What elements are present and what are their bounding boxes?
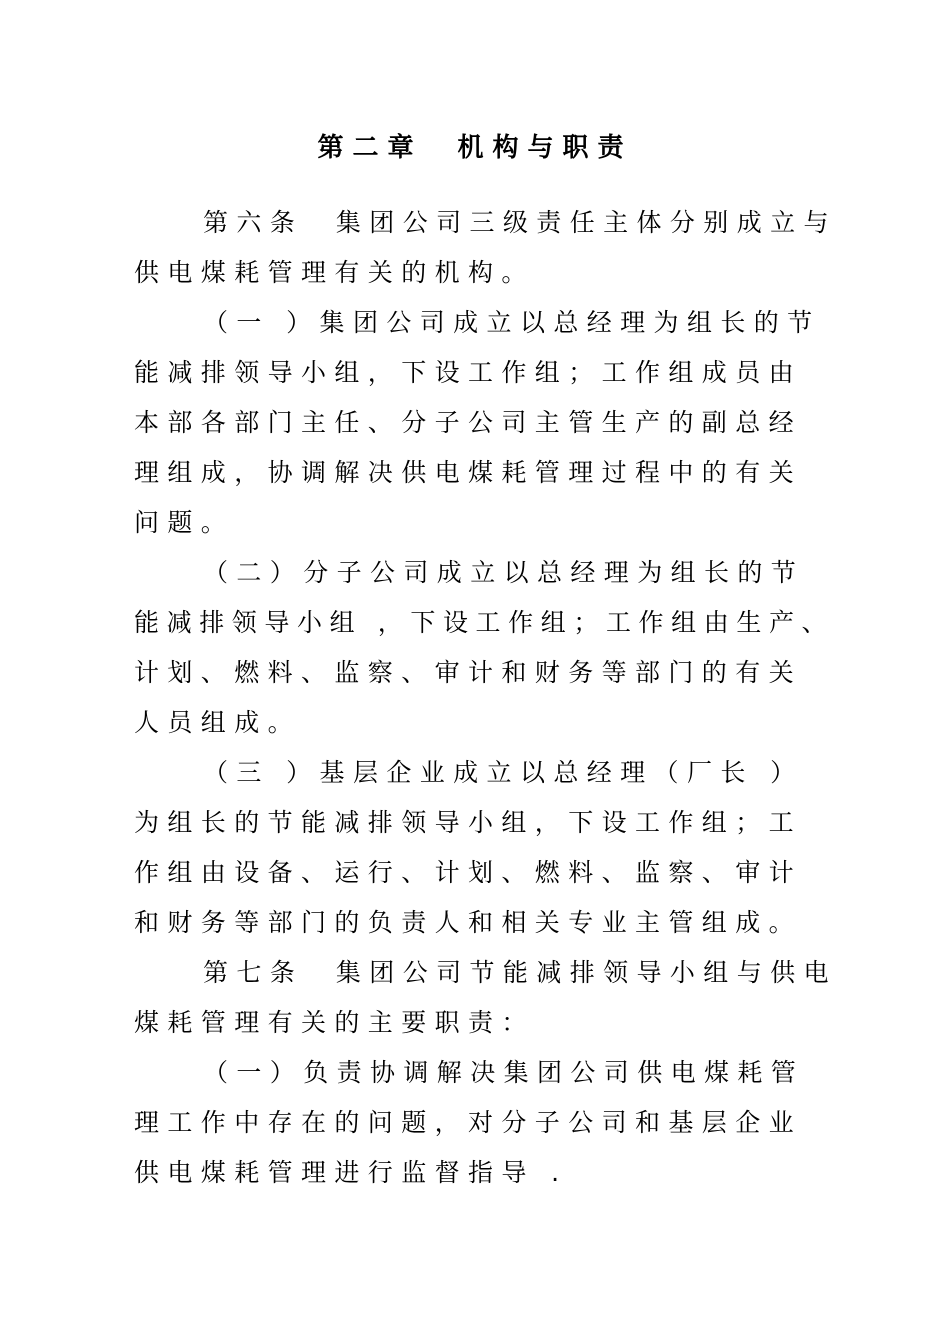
item-1-line-2: 能减排领导小组，下设工作组；工作组成员由 bbox=[134, 358, 803, 387]
item-1-line-5: 问题。 bbox=[134, 508, 235, 537]
article-6-line-1: 第六条 集团公司三级责任主体分别成立与 bbox=[203, 208, 837, 237]
item-3-line-3: 作组由设备、运行、计划、燃料、监察、审计 bbox=[134, 858, 803, 887]
item-3-line-1: （三 ）基层企业成立以总经理（厂长 ） bbox=[203, 758, 804, 787]
item-2-line-4: 人员组成。 bbox=[134, 708, 302, 737]
duty-1-line-2: 理工作中存在的问题，对分子公司和基层企业 bbox=[134, 1108, 803, 1137]
item-1-line-1: （一 ）集团公司成立以总经理为组长的节 bbox=[203, 308, 821, 337]
article-6-line-2: 供电煤耗管理有关的机构。 bbox=[134, 258, 535, 287]
item-3-line-2: 为组长的节能减排领导小组，下设工作组；工 bbox=[134, 808, 803, 837]
item-2-line-3: 计划、燃料、监察、审计和财务等部门的有关 bbox=[134, 658, 803, 687]
duty-1-line-1: （一）负责协调解决集团公司供电煤耗管 bbox=[203, 1058, 805, 1087]
item-1-line-4: 理组成，协调解决供电煤耗管理过程中的有关 bbox=[134, 458, 803, 487]
article-7-line-2: 煤耗管理有关的主要职责： bbox=[134, 1008, 535, 1037]
item-2-line-2: 能减排领导小组 ，下设工作组；工作组由生产、 bbox=[134, 608, 835, 637]
article-7-line-1: 第七条 集团公司节能减排领导小组与供电 bbox=[203, 958, 837, 987]
item-3-line-4: 和财务等部门的负责人和相关专业主管组成。 bbox=[134, 908, 803, 937]
item-2-line-1: （二）分子公司成立以总经理为组长的节 bbox=[203, 558, 805, 587]
item-1-line-3: 本部各部门主任、分子公司主管生产的副总经 bbox=[134, 408, 803, 437]
duty-1-line-3: 供电煤耗管理进行监督指导 . bbox=[134, 1158, 568, 1187]
chapter-title: 第二章 机构与职责 bbox=[317, 133, 633, 163]
